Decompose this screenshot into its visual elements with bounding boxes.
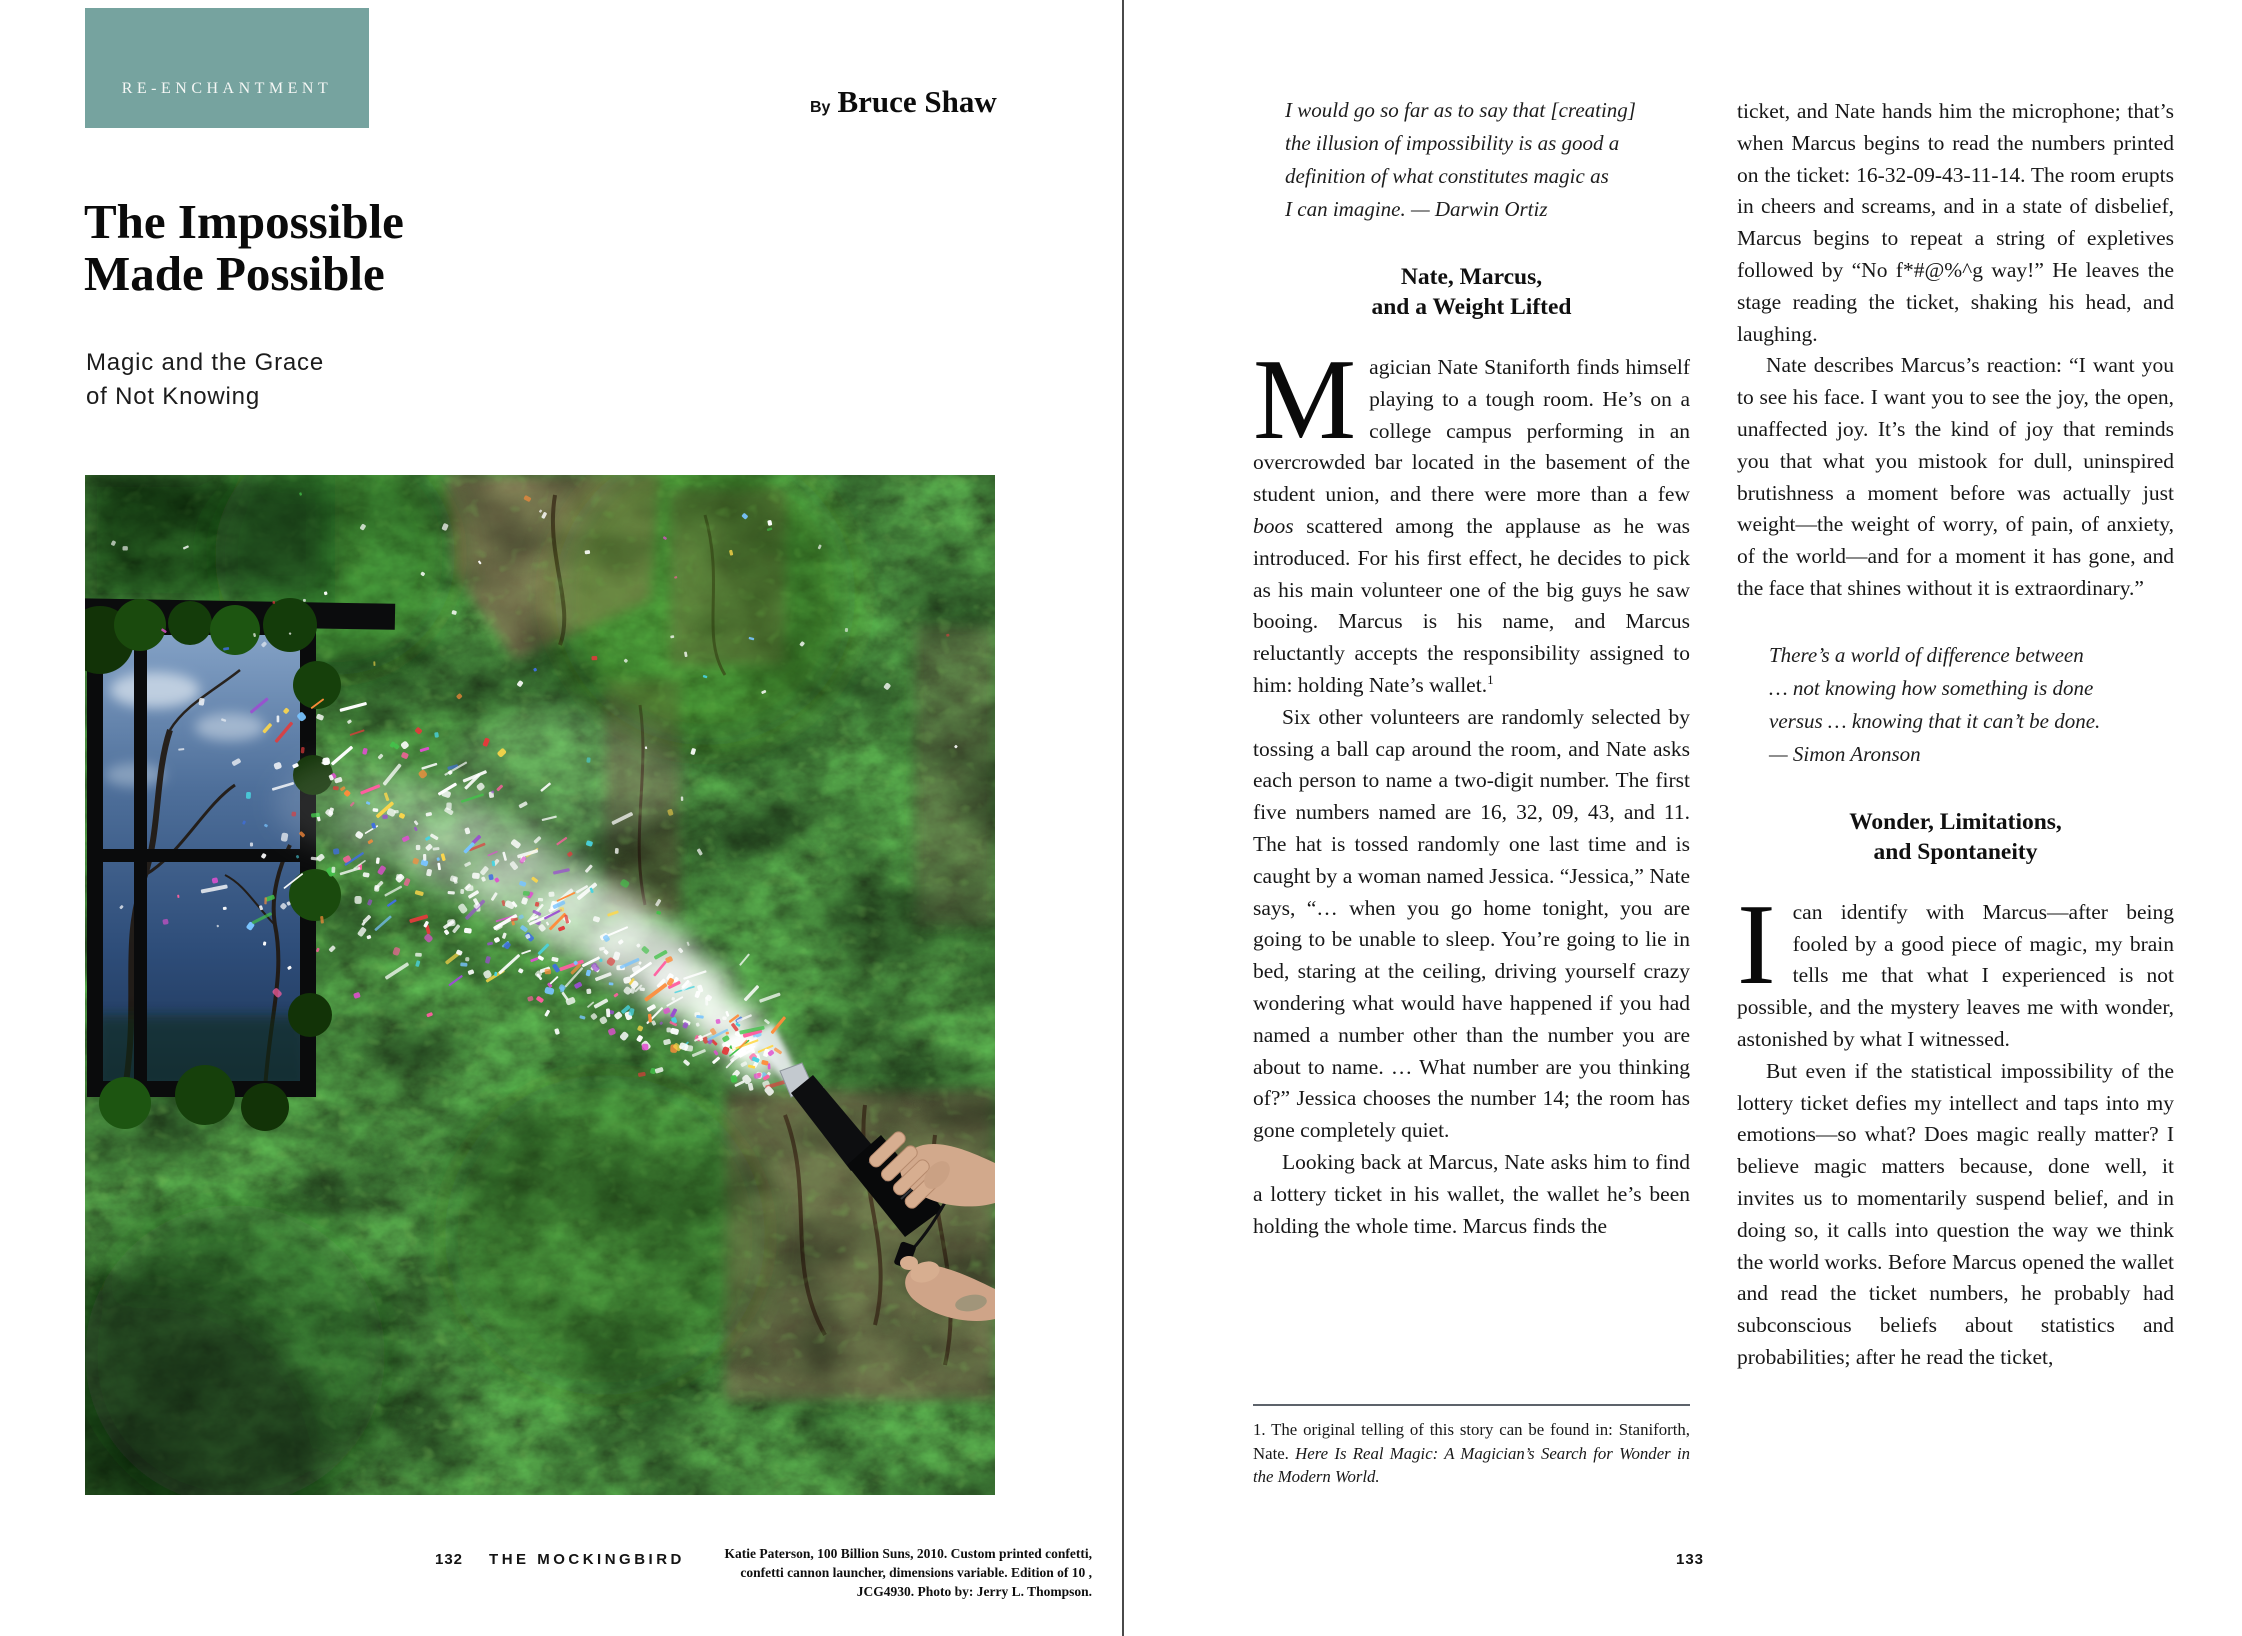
byline-prefix: By bbox=[810, 99, 831, 116]
quote-line: … not knowing how something is done bbox=[1769, 675, 2094, 700]
section-tag-label: RE-ENCHANTMENT bbox=[121, 80, 333, 97]
paragraph: ticket, and Nate hands him the microphone; that’s when Marcus begins to read the numbers printed on the ticket: 16-32-09-43-11-14. The room erupts in cheers and screams, and in a state of disbelief, Marcus begins to repeat a string of expletives followed by “No f*#@%^g way!” He leaves the stage reading the ticket, shaking his head, and laughing. bbox=[1737, 99, 2174, 346]
subtitle-line: of Not Knowing bbox=[86, 383, 260, 410]
pull-quote-darwin-ortiz bbox=[1285, 94, 1660, 226]
footnote-text-plain: 1. The original telling of this story can be found in: Staniforth, Nate. bbox=[1253, 1420, 1690, 1463]
journal-name: THE MOCKINGBIRD bbox=[489, 1551, 685, 1568]
page-number: 132 bbox=[435, 1551, 464, 1568]
page-divider bbox=[1122, 0, 1124, 1636]
photo-caption bbox=[692, 1544, 1092, 1601]
column-2 bbox=[1737, 88, 2174, 1374]
footnote bbox=[1253, 1404, 1690, 1489]
heading-line: and Spontaneity bbox=[1873, 838, 2038, 865]
quote-line: versus … knowing that it can’t be done. bbox=[1769, 708, 2101, 733]
paragraph: Looking back at Marcus, Nate asks him to find a lottery ticket in his wallet, the wallet he’s been holding the whole time. Marcus finds the bbox=[1253, 1149, 1690, 1238]
quote-line: I can imagine. — Darwin Ortiz bbox=[1285, 197, 1548, 221]
caption-line: Katie Paterson, 100 Billion Suns, 2010. Custom printed confetti, bbox=[724, 1546, 1092, 1561]
paragraph: Nate describes Marcus’s reaction: “I want you to see his face. I want you to see the joy, the open, unaffected joy. It’s the kind of joy that reminds you that what you mistook for dull, uninspired brutishness a moment before was actually just weight—the weight of worry, of pain, of anxiety, of the world—and for a moment it has gone, and the face that shines without it is extraordinary.” bbox=[1737, 353, 2174, 600]
footer-left bbox=[435, 1551, 685, 1568]
heading-line: and a Weight Lifted bbox=[1371, 294, 1572, 320]
quote-line: the illusion of impossibility is as good a bbox=[1285, 131, 1620, 155]
page-number: 133 bbox=[1675, 1551, 1705, 1568]
paragraph: But even if the statistical impossibility of the lottery ticket defies my intellect and taps into my emotions—so what? Does magic really matter? I believe magic matters because, done well, it invites us to momentarily suspend belief, and in doing so, it calls into question the way we think the world works. Before Marcus opened the wallet and read the ticket numbers, he probably had subconscious beliefs about statistics and probabilities; after he read the ticket, bbox=[1737, 1058, 2174, 1369]
footnote-rule bbox=[1253, 1404, 1690, 1406]
caption-line: confetti cannon launcher, dimensions variable. Edition of 10 , bbox=[740, 1565, 1092, 1580]
footnote-marker: 1 bbox=[1487, 671, 1494, 687]
drop-cap: I bbox=[1737, 880, 1776, 1009]
section-tag bbox=[85, 8, 369, 128]
pull-quote-simon-aronson bbox=[1769, 639, 2144, 771]
heading-line: Wonder, Limitations, bbox=[1849, 808, 2062, 835]
quote-line: — Simon Aronson bbox=[1769, 741, 1921, 766]
paragraph-text: can identify with Marcus—after being fooled by a good piece of magic, my brain tells me that what I experienced is not possible, and the mystery leaves me with wonder, astonished by what I witnessed. bbox=[1737, 899, 2174, 1051]
footnote-text bbox=[1253, 1418, 1690, 1489]
byline bbox=[810, 84, 997, 120]
paragraph-italic: boos bbox=[1253, 513, 1294, 538]
article-subtitle bbox=[86, 346, 324, 414]
section-heading-wonder-limitations bbox=[1737, 807, 2174, 867]
paragraph bbox=[1737, 880, 2174, 1056]
quote-line: I would go so far as to say that [creating] bbox=[1285, 98, 1636, 122]
quote-line: definition of what constitutes magic as bbox=[1285, 164, 1609, 188]
paragraph bbox=[1253, 336, 1690, 702]
title-line: The Impossible bbox=[84, 194, 404, 249]
byline-name: Bruce Shaw bbox=[837, 84, 997, 119]
subtitle-line: Magic and the Grace bbox=[86, 349, 324, 376]
column-1 bbox=[1253, 88, 1690, 1242]
drop-cap: M bbox=[1253, 336, 1357, 464]
article-title bbox=[84, 196, 404, 300]
section-heading-nate-marcus bbox=[1253, 262, 1690, 322]
paragraph-text: agician Nate Staniforth finds himself playing to a tough room. He’s on a college campus performing in an overcrowded bar located in the basement of the student union, and there were more than a few bbox=[1253, 355, 1690, 507]
paragraph-text: scattered among the applause as he was introduced. For his first effect, he decides to pick as his main volunteer one of the big guys he saw booing. Marcus is his name, and Marcus reluctantly accepts the responsibility assigned to him: holding Nate’s wallet. bbox=[1253, 513, 1690, 697]
footnote-book-title: Here Is Real Magic: A Magician’s Search for Wonder in the Modern World. bbox=[1253, 1443, 1690, 1486]
article-photo bbox=[85, 475, 995, 1495]
title-line: Made Possible bbox=[84, 246, 385, 301]
caption-line: JCG4930. Photo by: Jerry L. Thompson. bbox=[856, 1584, 1092, 1599]
paragraph: Six other volunteers are randomly selected by tossing a ball cap around the room, and Nate asks each person to name a two-digit number. The first five numbers named are 16, 32, 09, 43, and 11. The hat is tossed randomly one last time and is caught by a woman named Jessica. “Jessica,” Nate says, “… when you go home tonight, you are going to be unable to sleep. You’re going to lie in bed, staring at the ceiling, driving yourself crazy wondering what would have happened if you had named a number other than the number you are about to name. … What number are you thinking of?” Jessica chooses the number 14; the room has gone completely quiet. bbox=[1253, 704, 1690, 1143]
heading-line: Nate, Marcus, bbox=[1400, 264, 1543, 290]
confetti-cannon-illustration bbox=[85, 475, 995, 1495]
quote-line: There’s a world of difference between bbox=[1769, 642, 2084, 667]
